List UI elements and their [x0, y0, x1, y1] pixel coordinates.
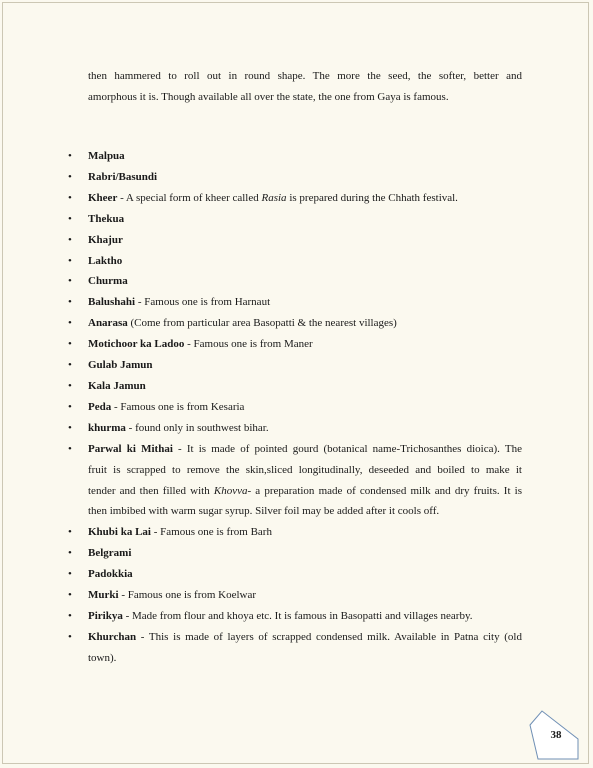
list-item-churma: [0, 271, 522, 292]
list-item-malpua: [0, 146, 522, 167]
page-number-badge: [528, 709, 580, 761]
item-description: - Famous one is from Harnaut: [135, 296, 271, 309]
page-number: 38: [550, 729, 562, 741]
bullet-icon: •: [68, 400, 72, 413]
list-item-murki: [0, 585, 522, 606]
list-item-khubi-ka-lai: [0, 522, 522, 543]
list-item-anarasa: [0, 313, 522, 334]
intro-line: amorphous it is. Though available all over the state, the one from Gaya is famous.: [88, 91, 449, 103]
item-name: Thekua: [88, 212, 125, 225]
item-name: Malpua: [88, 150, 125, 162]
bullet-icon: •: [68, 296, 72, 309]
item-name: khurma: [88, 421, 126, 434]
item-name: Balushahi: [88, 296, 136, 309]
list-item-gulab-jamun: [0, 355, 522, 376]
item-name: Padokkia: [88, 568, 133, 581]
list-item-khurchan: [0, 627, 522, 669]
item-description: is prepared during the Chhath festival.: [286, 191, 458, 204]
item-name: Khubi ka Lai: [88, 526, 151, 539]
bullet-icon: •: [68, 547, 72, 560]
item-description: (Come from particular area Basopatti & the nearest villages): [127, 317, 397, 330]
bullet-icon: •: [68, 338, 72, 351]
list-item-khurma: [0, 418, 522, 439]
item-description: - This is made of layers of scrapped condensed milk. Available in Patna city (old town).: [88, 630, 522, 664]
list-item-peda: [0, 397, 522, 418]
list-item-kala-jamun: [0, 376, 522, 397]
list-item-pirikya: [0, 606, 522, 627]
list-item-thekua: [0, 209, 522, 230]
bullet-icon: •: [68, 589, 72, 602]
item-description-italic: Khovva: [213, 484, 248, 497]
item-name: Pirikya: [88, 609, 123, 622]
item-name: Peda: [88, 400, 112, 413]
item-name: Motichoor ka Ladoo: [88, 338, 185, 351]
bullet-icon: •: [68, 275, 72, 288]
list-item-belgrami: [0, 543, 522, 564]
item-name: Kala Jamun: [88, 379, 146, 392]
item-name: Belgrami: [88, 547, 132, 560]
item-description: - A special form of kheer called: [117, 191, 262, 204]
item-description: - Famous one is from Kesaria: [111, 400, 245, 413]
item-name: Parwal ki Mithai: [88, 442, 173, 455]
bullet-icon: •: [68, 421, 72, 434]
bullet-icon: •: [68, 379, 72, 392]
item-name: Murki: [88, 589, 119, 602]
item-name: Gulab Jamun: [88, 359, 153, 372]
item-name: Anarasa: [88, 317, 128, 330]
intro-paragraph: [88, 66, 522, 108]
bullet-icon: •: [68, 442, 72, 455]
item-description: - It is made of pointed gourd (botanical name-Trichosanthes dioica). The: [172, 442, 522, 455]
item-description-line: fruit is scrapped to remove the skin,sliced longitudinally, deseeded and boiled to make it: [88, 463, 522, 476]
bullet-icon: •: [68, 630, 72, 643]
item-name: Khajur: [88, 233, 123, 246]
list-item-khajur: [0, 230, 522, 251]
item-description: - a preparation made of condensed milk and dry fruits. It is: [247, 484, 522, 497]
list-item-kheer: [0, 188, 522, 209]
item-description-line: then imbibed with warm sugar syrup. Silver foil may be added after it cools off.: [88, 505, 440, 518]
item-description: tender and then filled with: [88, 484, 214, 497]
list-item-balushahi: [0, 292, 522, 313]
bullet-icon: •: [68, 150, 72, 162]
bullet-icon: •: [68, 233, 72, 246]
item-description: - Famous one is from Maner: [184, 338, 313, 351]
item-name: Khurchan: [88, 630, 137, 643]
item-description: - found only in southwest bihar.: [125, 421, 269, 434]
item-description: - Famous one is from Barh: [150, 526, 272, 539]
bullet-icon: •: [68, 212, 72, 225]
item-description: - Made from flour and khoya etc. It is famous in Basopatti and villages nearby.: [122, 609, 473, 622]
item-name: Laktho: [88, 254, 123, 267]
list-item-parwal-ki-mithai: [0, 439, 522, 523]
item-name: Kheer: [88, 191, 118, 204]
list-item-rabri: [0, 167, 522, 188]
list-item-laktho: [0, 251, 522, 272]
item-description-line: [88, 481, 522, 502]
intro-line: then hammered to roll out in round shape. The more the seed, the softer, better and: [88, 70, 522, 82]
bullet-icon: •: [68, 609, 72, 622]
list-item-motichoor: [0, 334, 522, 355]
bullet-icon: •: [68, 359, 72, 372]
item-description: - Famous one is from Koelwar: [118, 589, 257, 602]
bullet-icon: •: [68, 526, 72, 539]
item-description-line: [88, 439, 522, 460]
bullet-icon: •: [68, 254, 72, 267]
bullet-icon: •: [68, 191, 72, 204]
item-description-italic: Rasia: [261, 191, 287, 204]
bullet-icon: •: [68, 317, 72, 330]
bullet-icon: •: [68, 568, 72, 581]
item-name: Rabri/Basundi: [88, 170, 158, 183]
bullet-icon: •: [68, 170, 72, 183]
list-item-padokkia: [0, 564, 522, 585]
sweets-list: [0, 146, 593, 669]
item-name: Churma: [88, 275, 128, 288]
